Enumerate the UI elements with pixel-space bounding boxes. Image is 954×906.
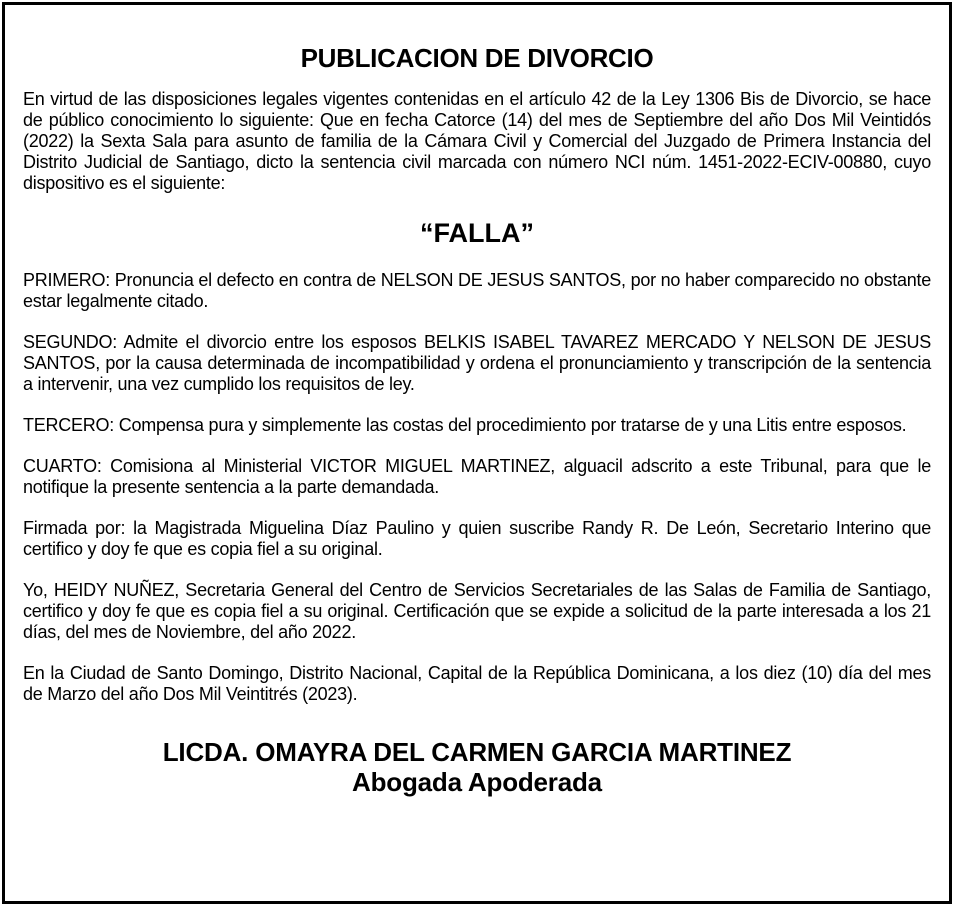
notice-content <box>23 43 931 797</box>
cuarto-paragraph: CUARTO: Comisiona al Ministerial VICTOR MIGUEL MARTINEZ, alguacil adscrito a este Tribunal, para que le notifique la presente sentencia a la parte demandada. <box>23 456 931 497</box>
place-date-paragraph: En la Ciudad de Santo Domingo, Distrito Nacional, Capital de la República Dominicana, a los diez (10) día del mes de Marzo del año Dos Mil Veintitrés (2023). <box>23 663 931 704</box>
intro-paragraph: En virtud de las disposiciones legales vigentes contenidas en el artículo 42 de la Ley 1306 Bis de Divorcio, se hace de público conocimiento lo siguiente: Que en fecha Catorce (14) del mes de Septiembre del año Dos Mil Veintidós (2022) la Sexta Sala para asunto de familia de la Cámara Civil y Comercial del Juzgado de Primera Instancia del Distrito Judicial de Santiago, dicto la sentencia civil marcada con número NCI núm. 1451-2022-ECIV-00880, cuyo dispositivo es el siguiente: <box>23 89 931 193</box>
notice-title: PUBLICACION DE DIVORCIO <box>300 43 654 73</box>
falla-heading: “FALLA” <box>420 218 534 248</box>
primero-paragraph: PRIMERO: Pronuncia el defecto en contra de NELSON DE JESUS SANTOS, por no haber comparecido no obstante estar legalmente citado. <box>23 270 931 311</box>
legal-notice <box>2 2 952 904</box>
firmada-paragraph: Firmada por: la Magistrada Miguelina Díaz Paulino y quien suscribe Randy R. De León, Secretario Interino que certifico y doy fe que es copia fiel a su original. <box>23 518 931 559</box>
signer-name: LICDA. OMAYRA DEL CARMEN GARCIA MARTINEZ <box>162 737 792 767</box>
segundo-paragraph: SEGUNDO: Admite el divorcio entre los esposos BELKIS ISABEL TAVAREZ MERCADO Y NELSON DE JESUS SANTOS, por la causa determinada de incompatibilidad y ordena el pronunciamiento y transcripción de la sentencia a intervenir, una vez cumplido los requisitos de ley. <box>23 332 931 394</box>
certificacion-paragraph: Yo, HEIDY NUÑEZ, Secretaria General del Centro de Servicios Secretariales de las Salas de Familia de Santiago, certifico y doy fe que es copia fiel a su original. Certificación que se expide a solicitud de la parte interesada a los 21 días, del mes de Noviembre, del año 2022. <box>23 580 931 642</box>
tercero-paragraph: TERCERO: Compensa pura y simplemente las costas del procedimiento por tratarse de y una Litis entre esposos. <box>23 415 907 435</box>
signer-role: Abogada Apoderada <box>352 767 602 797</box>
